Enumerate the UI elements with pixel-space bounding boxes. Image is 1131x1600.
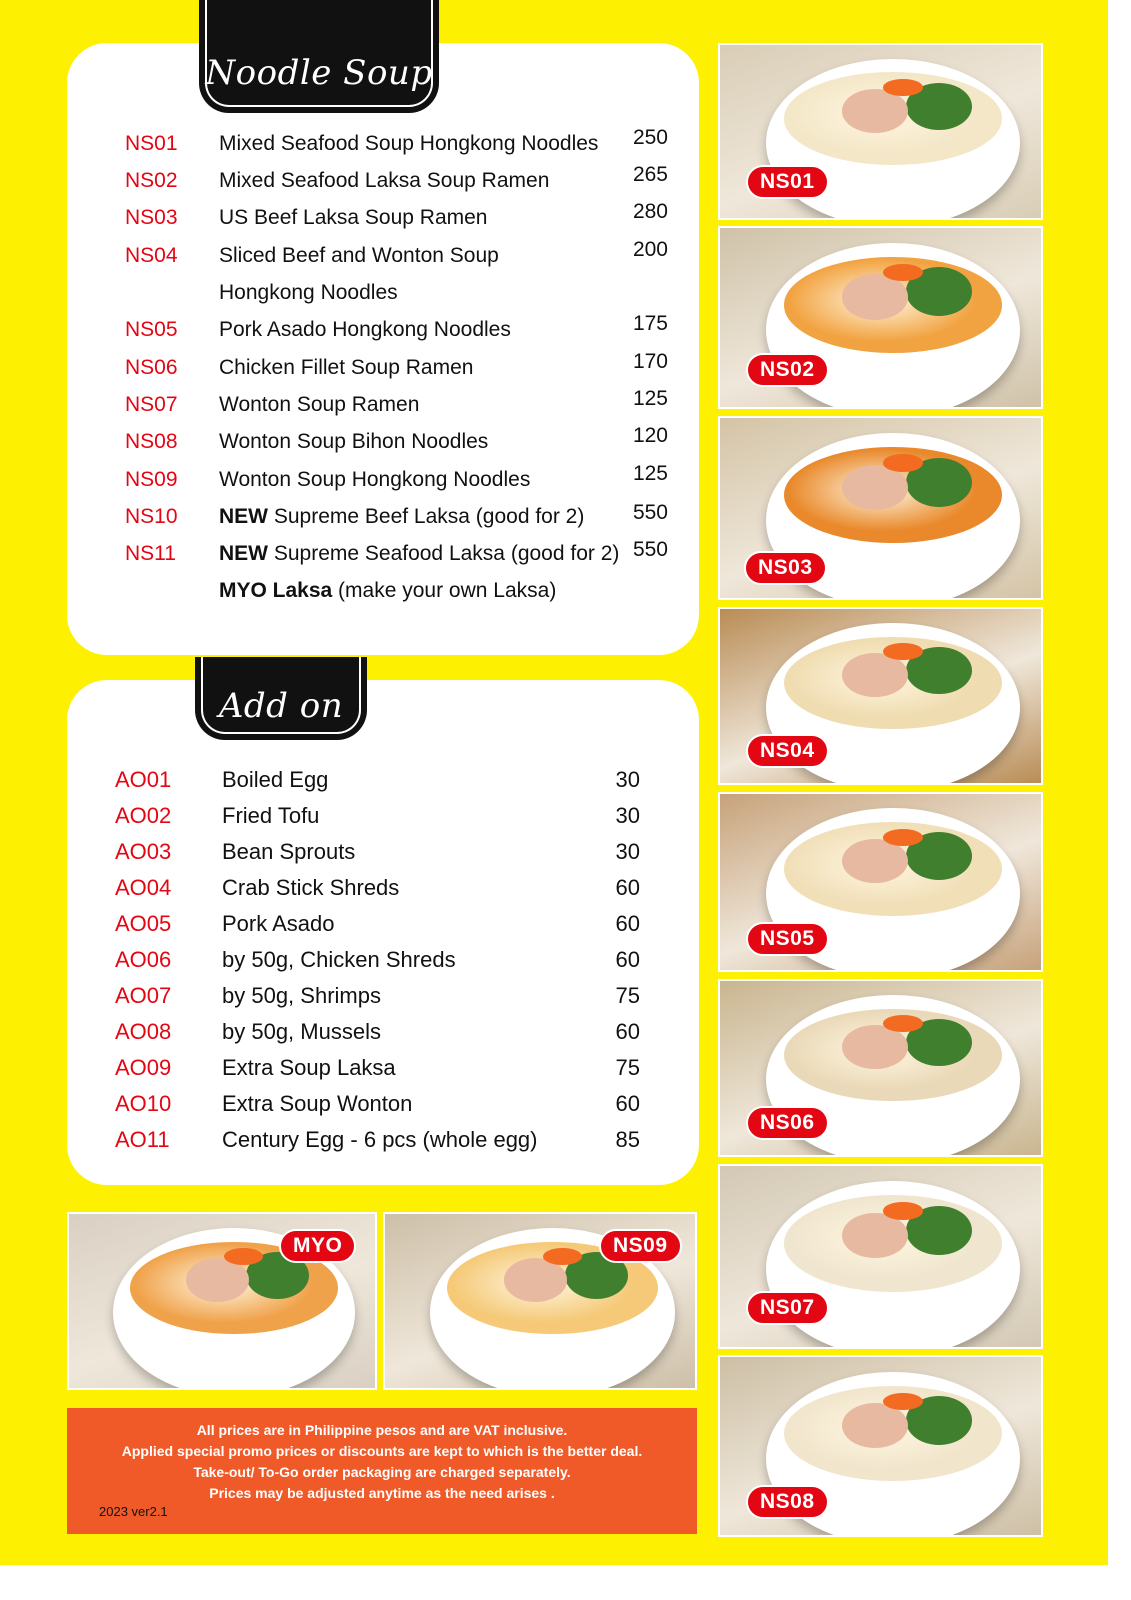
item-name: by 50g, Chicken Shreds [222,947,456,972]
noodle-soup-row [0,576,700,606]
item-name: by 50g, Shrimps [222,983,381,1008]
noodle-soup-row [0,462,700,495]
item-code: NS01 [125,132,178,155]
dish-photo [718,43,1043,220]
add-on-row [0,801,700,831]
add-on-row [0,837,700,867]
add-on-heading-tab [195,657,367,740]
dish-photo [718,607,1043,785]
item-code: NS08 [125,430,178,453]
dish-photo [383,1212,697,1390]
add-on-row [0,873,700,903]
item-price: 30 [615,767,640,792]
item-name-text: US Beef Laksa Soup Ramen [219,206,488,229]
item-name: Fried Tofu [222,803,320,828]
dish-photo [67,1212,377,1390]
noodle-soup-row [0,312,700,345]
add-on-row [0,765,700,795]
item-price: 75 [615,983,640,1008]
item-code: NS09 [125,468,178,491]
dish-code-tag: NS08 [746,1485,829,1519]
item-name-text: Supreme Beef Laksa (good for 2) [268,505,585,528]
item-code: NS05 [125,318,178,341]
dish-code-tag: NS09 [599,1229,682,1263]
item-name [219,241,499,271]
item-name [219,203,488,233]
item-price: 265 [632,163,668,186]
item-name-text: (make your own Laksa) [332,579,557,602]
noodle-soup-heading-tab [199,0,439,113]
item-name-text: Wonton Soup Hongkong Noodles [219,468,531,491]
item-code: NS10 [125,505,178,528]
dish-photo [718,1164,1043,1349]
add-on-row [0,909,700,939]
add-on-title: Add on [218,685,344,726]
item-price: 75 [615,1055,640,1080]
item-name [219,465,530,495]
item-code: AO11 [115,1127,170,1152]
noodle-soup-row [0,502,700,532]
dish-photo [718,792,1043,972]
item-name [219,427,488,457]
dish-photo [718,226,1043,409]
item-name [219,502,584,532]
item-code: AO01 [115,767,172,792]
dish-code-tag: NS07 [746,1291,829,1325]
item-price: 170 [632,350,668,373]
dish-code-tag: NS03 [744,551,827,585]
item-name [219,576,556,606]
item-code: AO08 [115,1019,172,1044]
version-label: 2023 ver2.1 [99,1504,168,1519]
item-code: NS04 [125,244,178,267]
dish-code-tag: NS06 [746,1106,829,1140]
item-price: 125 [632,387,668,410]
dish-code-tag: NS05 [746,922,829,956]
dish-photo [718,1355,1043,1537]
item-name [219,315,511,345]
item-name-text: Pork Asado Hongkong Noodles [219,318,511,341]
dish-photo [718,979,1043,1157]
item-name: Extra Soup Wonton [222,1091,413,1116]
item-code: AO07 [115,983,172,1008]
noodle-soup-row [0,387,700,420]
item-name-text: Mixed Seafood Laksa Soup Ramen [219,169,550,192]
item-code: NS06 [125,356,178,379]
item-price: 60 [615,875,640,900]
item-name-text: Sliced Beef and Wonton Soup [219,244,499,267]
item-name-text: Mixed Seafood Soup Hongkong Noodles [219,132,599,155]
item-name: by 50g, Mussels [222,1019,381,1044]
item-price: 60 [615,947,640,972]
item-code: AO06 [115,947,172,972]
item-price: 250 [632,126,668,149]
item-code: AO04 [115,875,172,900]
dish-photo [718,416,1043,600]
item-name-text: Chicken Fillet Soup Ramen [219,356,474,379]
item-code: AO02 [115,803,172,828]
item-name-text: Wonton Soup Bihon Noodles [219,430,489,453]
item-code: AO10 [115,1091,172,1116]
item-code: NS03 [125,206,178,229]
footer-line: All prices are in Philippine pesos and are VAT inclusive. [196,1422,568,1438]
item-name [219,353,473,383]
item-name: Century Egg - 6 pcs (whole egg) [222,1127,538,1152]
item-price: 30 [615,839,640,864]
add-on-row [0,1125,700,1155]
footer-notice [67,1408,697,1534]
noodle-soup-title: Noodle Soup [205,52,433,93]
item-price: 280 [632,200,668,223]
footer-line: Take-out/ To-Go order packaging are charged separately. [193,1464,571,1480]
item-price: 550 [632,501,668,524]
item-name-text: Wonton Soup Ramen [219,393,420,416]
item-price: 125 [632,462,668,485]
add-on-row [0,1089,700,1119]
dish-code-tag: MYO [279,1229,356,1263]
noodle-soup-row [0,200,700,233]
item-price: 60 [615,1019,640,1044]
item-name: Boiled Egg [222,767,329,792]
item-name: Crab Stick Shreds [222,875,400,900]
item-price: 120 [632,424,668,447]
item-name [219,129,598,159]
item-code: AO03 [115,839,172,864]
item-name: Extra Soup Laksa [222,1055,396,1080]
item-code: NS11 [125,542,176,565]
item-price: 60 [615,911,640,936]
item-code: AO09 [115,1055,172,1080]
item-name [219,166,549,196]
add-on-row [0,945,700,975]
item-name [219,539,619,569]
noodle-soup-row [0,539,700,569]
item-price: 175 [632,312,668,335]
item-price: 30 [615,803,640,828]
dish-code-tag: NS02 [746,353,829,387]
noodle-soup-row [0,424,700,457]
item-name-text: Supreme Seafood Laksa (good for 2) [268,542,620,565]
add-on-row [0,1053,700,1083]
add-on-row [0,1017,700,1047]
item-new-label: NEW [219,505,268,528]
dish-code-tag: NS01 [746,165,829,199]
item-code: NS02 [125,169,178,192]
item-price: 60 [615,1091,640,1116]
item-name-text: Hongkong Noodles [219,281,398,304]
item-price: 85 [615,1127,640,1152]
noodle-soup-row [0,126,700,159]
item-new-label: MYO Laksa [219,579,333,602]
item-name [219,390,419,420]
item-name: Bean Sprouts [222,839,356,864]
item-name: Pork Asado [222,911,335,936]
footer-line: Prices may be adjusted anytime as the need arises . [209,1485,555,1501]
item-name [219,278,398,308]
item-code: AO05 [115,911,172,936]
noodle-soup-row [0,350,700,383]
item-new-label: NEW [219,542,268,565]
item-price: 550 [632,538,668,561]
item-code: NS07 [125,393,178,416]
noodle-soup-row [0,238,700,271]
item-price: 200 [632,238,668,261]
noodle-soup-row [0,163,700,196]
footer-line: Applied special promo prices or discounts are kept to which is the better deal. [121,1443,643,1459]
noodle-soup-row [0,278,700,308]
add-on-row [0,981,700,1011]
dish-code-tag: NS04 [746,734,829,768]
